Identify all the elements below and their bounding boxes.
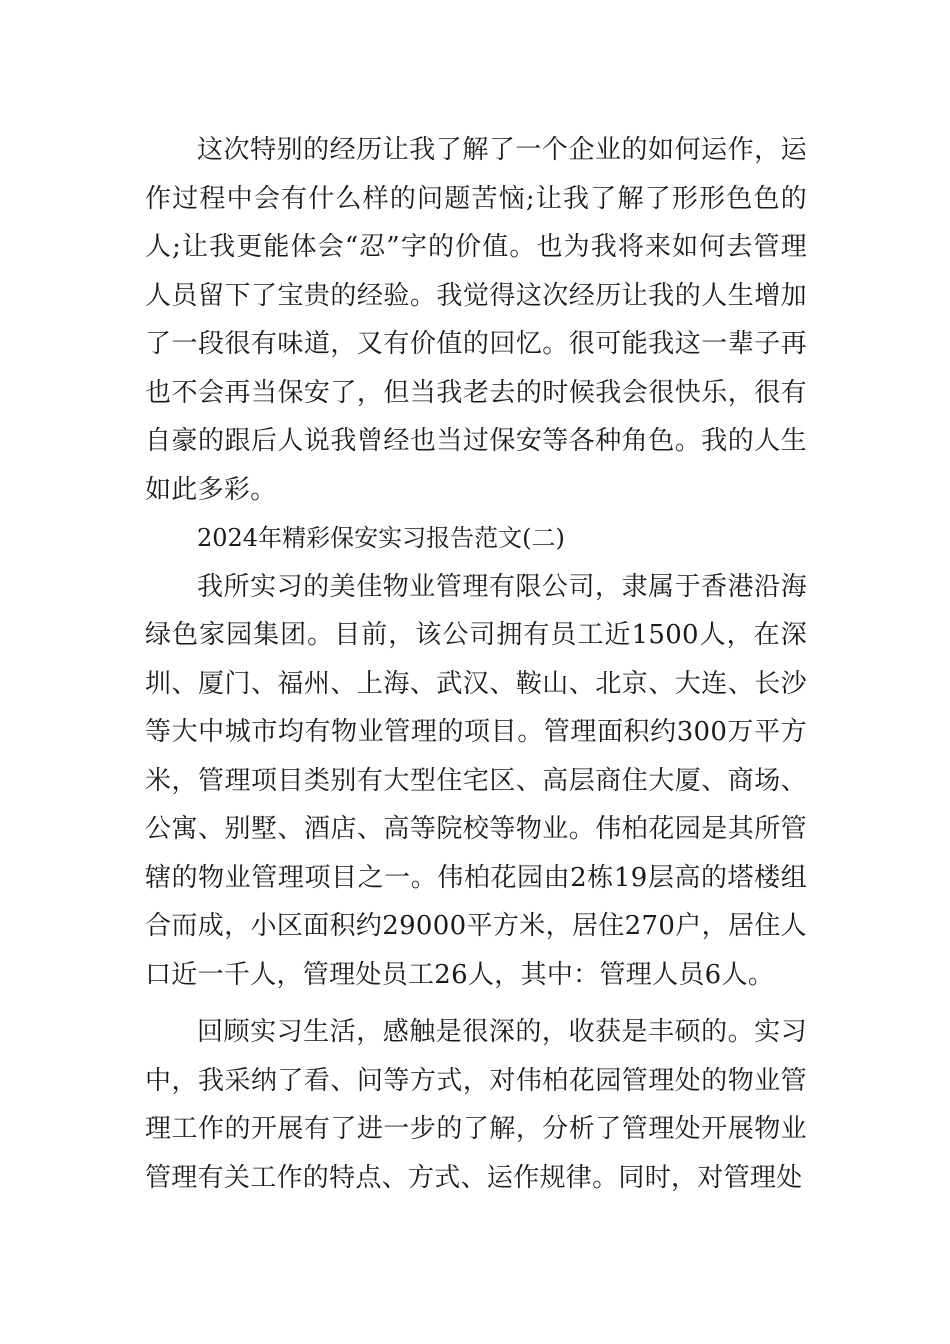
- document-body: [145, 126, 807, 1202]
- paragraph-company-intro: 我所实习的美佳物业管理有限公司，隶属于香港沿海绿色家园集团。目前，该公司拥有员工近1500人，在深圳、厦门、福州、上海、武汉、鞍山、北京、大连、长沙等大中城市均有物业管理的项目。管理面积约300万平方米，管理项目类别有大型住宅区、高层商住大厦、商场、公寓、别墅、酒店、高等院校等物业。伟柏花园是其所管辖的物业管理项目之一。伟柏花园由2栋19层高的塔楼组合而成，小区面积约29000平方米，居住270户，居住人口近一千人，管理处员工26人，其中：管理人员6人。: [145, 571, 807, 990]
- paragraph-review: 回顾实习生活，感触是很深的，收获是丰硕的。实习中，我采纳了看、问等方式，对伟柏花园管理处的物业管理工作的开展有了进一步的了解，分析了管理处开展物业管理有关工作的特点、方式、运作规律。同时，对管理处: [145, 1017, 807, 1193]
- section-heading: 2024年精彩保安实习报告范文(二): [197, 524, 565, 552]
- paragraph-reflection: 这次特别的经历让我了解了一个企业的如何运作，运作过程中会有什么样的问题苦恼;让我了解了形形色色的人;让我更能体会“忍”字的价值。也为我将来如何去管理人员留下了宝贵的经验。我觉得这次经历让我的人生增加了一段很有味道，又有价值的回忆。很可能我这一辈子再也不会再当保安了，但当我老去的时候我会很快乐，很有自豪的跟后人说我曾经也当过保安等各种角色。我的人生如此多彩。: [145, 135, 807, 505]
